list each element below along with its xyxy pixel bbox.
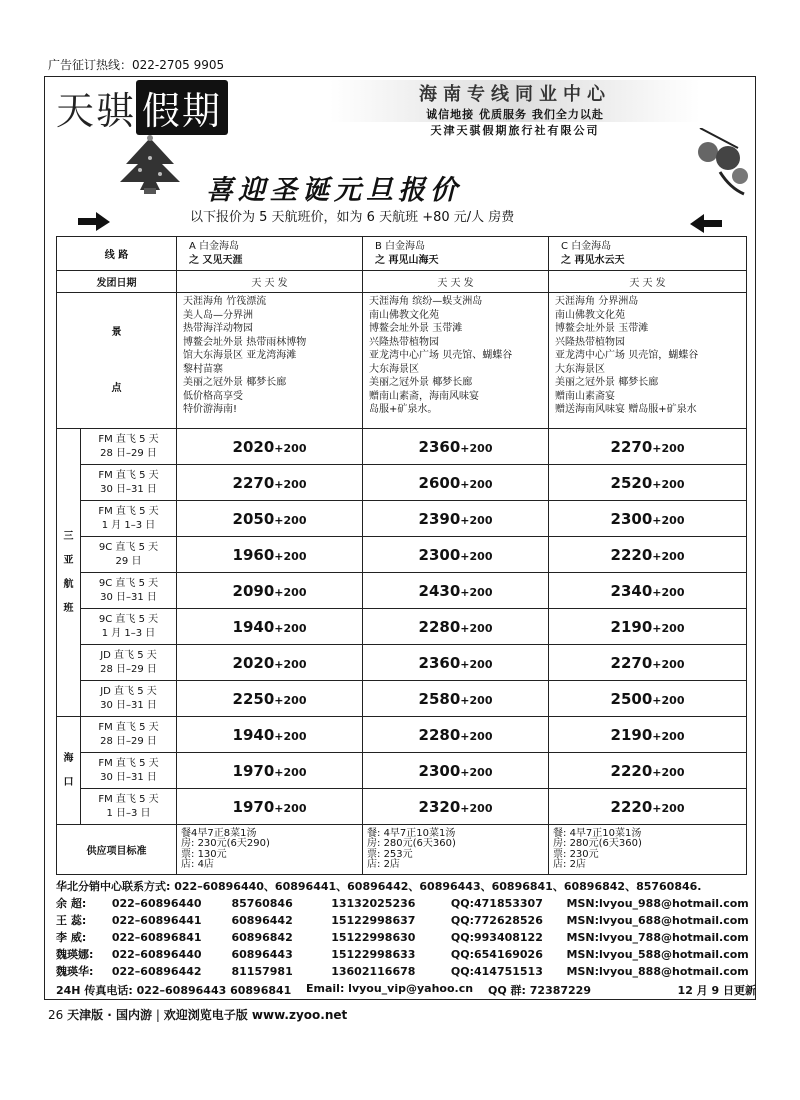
price-suffix: +200 [652, 765, 685, 779]
price-value: 2270 [610, 653, 653, 672]
route-name: 之 再见水云天 [561, 254, 625, 266]
arrow-right-icon [76, 210, 112, 236]
lanterns-icon [690, 128, 750, 202]
flight-dates: 30 日–31 日 [100, 591, 157, 603]
price-cell [177, 789, 363, 825]
banner-title: 海南专线同业中心 [419, 84, 611, 105]
flight-dates: 1 日–3 日 [106, 807, 151, 819]
route-c [549, 237, 747, 271]
flight-dates: 28 日–29 日 [100, 663, 157, 675]
price-cell [363, 717, 549, 753]
route-name: 之 又见天涯 [189, 254, 243, 266]
price-cell [363, 789, 549, 825]
price-value: 1940 [232, 617, 275, 636]
price-table [56, 236, 747, 875]
price-value: 2300 [418, 545, 461, 564]
update-date: 12 月 9 日更新 [677, 984, 756, 997]
qq-group: QQ 群: 72387229 [488, 984, 591, 997]
price-cell [177, 717, 363, 753]
flight-name: JD 直飞 5 天 [100, 649, 157, 661]
price-suffix: +200 [652, 801, 685, 815]
price-cell [363, 465, 549, 501]
contact-mobile: 13602116678 [331, 965, 416, 978]
footer-divider: | [155, 1008, 160, 1022]
price-cell [549, 465, 747, 501]
flight-cell [81, 717, 177, 753]
price-value: 1960 [232, 545, 275, 564]
price-cell [549, 681, 747, 717]
price-suffix: +200 [274, 477, 307, 491]
contact-msn: MSN:lvyou_688@hotmail.com [566, 914, 749, 927]
price-suffix: +200 [652, 513, 685, 527]
price-suffix: +200 [652, 549, 685, 563]
flight-dates: 1 月 1–3 日 [101, 519, 156, 531]
table-row [57, 645, 747, 681]
contact-row [56, 912, 756, 929]
route-name: 之 再见山海天 [375, 254, 439, 266]
price-value: 2220 [610, 797, 653, 816]
table-row [57, 429, 747, 465]
contact-mobile: 15122998637 [331, 914, 416, 927]
supply-row [57, 825, 747, 875]
price-value: 2500 [610, 689, 653, 708]
price-value: 2360 [418, 653, 461, 672]
contact-tel: 022–60896440 [111, 948, 202, 961]
flight-dates: 28 日–29 日 [100, 735, 157, 747]
price-suffix: +200 [274, 693, 307, 707]
contact-msn: MSN:lvyou_588@hotmail.com [566, 948, 749, 961]
supply-b: 餐: 4早7正10菜1汤 房: 280元(6天360) 票: 253元 店: 2店 [363, 825, 549, 875]
arrow-left-icon [688, 212, 724, 238]
contact-tel: 022–60896442 [111, 965, 202, 978]
contact-name: 王 蕊: [56, 914, 87, 927]
price-cell [177, 501, 363, 537]
route-b [363, 237, 549, 271]
flight-cell [81, 645, 177, 681]
logo-part-2: 假期 [136, 80, 228, 135]
email-link[interactable]: Email: lvyou_vip@yahoo.cn [306, 982, 474, 995]
price-value: 2190 [610, 725, 653, 744]
flight-cell [81, 681, 177, 717]
price-suffix: +200 [274, 585, 307, 599]
contact-row [56, 929, 756, 946]
page-footer [48, 1006, 347, 1023]
price-cell [177, 609, 363, 645]
price-value: 2320 [418, 797, 461, 816]
price-suffix: +200 [652, 477, 685, 491]
price-note: 以下报价为 5 天航班价，如为 6 天航班 +80 元/人 房费 [190, 210, 515, 225]
price-value: 2270 [232, 473, 275, 492]
flight-dates: 30 日–31 日 [100, 771, 157, 783]
price-value: 2430 [418, 581, 461, 600]
fax-line [56, 982, 756, 998]
departure-row [57, 271, 747, 293]
price-suffix: +200 [460, 441, 493, 455]
contact-row [56, 895, 756, 912]
christmas-tree-icon [110, 134, 190, 200]
contact-section [56, 878, 756, 980]
price-cell [549, 609, 747, 645]
contact-row [56, 946, 756, 963]
flight-name: JD 直飞 5 天 [100, 685, 157, 697]
price-suffix: +200 [460, 657, 493, 671]
price-suffix: +200 [274, 549, 307, 563]
price-cell [177, 537, 363, 573]
sights-c: 天涯海角 分界洲岛 南山佛教文化苑 博鳌会址外景 玉带滩 兴隆热带植物园 亚龙湾中心广场 贝壳馆，蝴蝶谷 大东海景区 美丽之冠外景 椰梦长廊 赠南山素斋宴 赠送海南风味宴 赠岛服+矿泉水 [549, 293, 747, 429]
table-row [57, 537, 747, 573]
price-value: 1970 [232, 797, 275, 816]
contact-tel: 022–60896441 [111, 914, 202, 927]
price-value: 2020 [232, 653, 275, 672]
price-suffix: +200 [460, 729, 493, 743]
price-value: 2280 [418, 725, 461, 744]
region-haikou: 海 口 [57, 717, 81, 825]
price-cell [549, 717, 747, 753]
table-row [57, 753, 747, 789]
flight-name: FM 直飞 5 天 [98, 721, 159, 733]
contact-row [56, 963, 756, 980]
price-cell [177, 645, 363, 681]
contact-qq: QQ:414751513 [450, 965, 543, 978]
price-suffix: +200 [460, 693, 493, 707]
price-suffix: +200 [274, 801, 307, 815]
price-cell [363, 573, 549, 609]
route-code: A 白金海岛 [189, 240, 240, 252]
price-value: 2520 [610, 473, 653, 492]
price-cell [177, 573, 363, 609]
flight-dates: 1 月 1–3 日 [101, 627, 156, 639]
sights-b: 天涯海角 缤纷—蜈支洲岛 南山佛教文化苑 博鳌会址外景 玉带滩 兴隆热带植物园 亚龙湾中心广场 贝壳馆、蝴蝶谷 大东海景区 美丽之冠外景 椰梦长廊 赠南山素斋，海南风味宴 岛服+矿泉水。 [363, 293, 549, 429]
flight-name: FM 直飞 5 天 [98, 469, 159, 481]
header-banner [330, 80, 700, 137]
route-code: B 白金海岛 [375, 240, 426, 252]
banner-company: 天津天骐假期旅行社有限公司 [430, 124, 600, 137]
price-cell [363, 645, 549, 681]
price-cell [549, 537, 747, 573]
contact-name: 魏瑛华: [56, 965, 94, 978]
supply-c: 餐: 4早7正10菜1汤 房: 280元(6天360) 票: 230元 店: 2店 [549, 825, 747, 875]
price-value: 2250 [232, 689, 275, 708]
flight-dates: 28 日–29 日 [100, 447, 157, 459]
contact-qq: QQ:772628526 [450, 914, 543, 927]
contact-qq: QQ:993408122 [450, 931, 543, 944]
price-value: 2300 [610, 509, 653, 528]
contact-tel: 022–60896440 [111, 897, 202, 910]
flight-cell [81, 465, 177, 501]
table-row [57, 789, 747, 825]
flight-cell [81, 429, 177, 465]
sights-label [57, 293, 177, 429]
edition-label: 天津版 · 国内游 [67, 1008, 153, 1022]
flight-name: FM 直飞 5 天 [98, 757, 159, 769]
departure-a: 天 天 发 [177, 271, 363, 293]
price-cell [363, 537, 549, 573]
flight-name: FM 直飞 5 天 [98, 433, 159, 445]
flight-name: 9C 直飞 5 天 [98, 577, 159, 589]
flight-cell [81, 573, 177, 609]
price-suffix: +200 [274, 621, 307, 635]
flight-cell [81, 789, 177, 825]
contact-tel2: 85760846 [231, 897, 293, 910]
contact-mobile: 15122998630 [331, 931, 416, 944]
price-value: 2580 [418, 689, 461, 708]
price-value: 2050 [232, 509, 275, 528]
logo-part-1: 天骐 [56, 89, 137, 133]
contact-msn: MSN:lvyou_888@hotmail.com [566, 965, 749, 978]
flight-cell [81, 753, 177, 789]
table-row [57, 573, 747, 609]
contact-mobile: 13132025236 [331, 897, 416, 910]
table-row [57, 609, 747, 645]
price-cell [177, 681, 363, 717]
contact-mobile: 15122998633 [331, 948, 416, 961]
route-code: C 白金海岛 [561, 240, 612, 252]
contact-tel2: 60896443 [231, 948, 293, 961]
price-value: 1970 [232, 761, 275, 780]
sights-label-1: 景 [111, 326, 122, 338]
price-suffix: +200 [652, 693, 685, 707]
price-suffix: +200 [652, 621, 685, 635]
table-row [57, 717, 747, 753]
supply-label: 供应项目标准 [57, 825, 177, 875]
contact-name: 李 威: [56, 931, 87, 944]
price-cell [549, 753, 747, 789]
price-value: 1940 [232, 725, 275, 744]
flight-dates: 30 日–31 日 [100, 699, 157, 711]
site-link[interactable]: 欢迎浏览电子版 www.zyoo.net [163, 1008, 348, 1022]
route-header-row [57, 237, 747, 271]
price-suffix: +200 [274, 765, 307, 779]
flight-name: FM 直飞 5 天 [98, 793, 159, 805]
contact-name: 魏瑛娜: [56, 948, 94, 961]
price-value: 2020 [232, 437, 275, 456]
sights-a: 天涯海角 竹筏漂流 美人岛—分界洲 热带海洋动物园 博鳌会址外景 热带雨林博物 馆大东海景区 亚龙湾海滩 黎村苗寨 美丽之冠外景 椰梦长廊 低价格高享受 特价游海南! [177, 293, 363, 429]
contact-name: 余 超: [56, 897, 87, 910]
price-cell [363, 753, 549, 789]
flight-dates: 30 日–31 日 [100, 483, 157, 495]
price-suffix: +200 [460, 621, 493, 635]
price-value: 2270 [610, 437, 653, 456]
departure-b: 天 天 发 [363, 271, 549, 293]
price-suffix: +200 [460, 585, 493, 599]
price-value: 2190 [610, 617, 653, 636]
banner-slogan: 诚信地接 优质服务 我们全力以赴 [426, 108, 604, 121]
route-label: 线 路 [57, 237, 177, 271]
price-suffix: +200 [652, 657, 685, 671]
price-value: 2220 [610, 545, 653, 564]
sights-row [57, 293, 747, 429]
table-row [57, 465, 747, 501]
price-suffix: +200 [460, 549, 493, 563]
price-suffix: +200 [274, 513, 307, 527]
flight-cell [81, 501, 177, 537]
sights-label-2: 点 [111, 382, 122, 394]
price-cell [549, 573, 747, 609]
price-value: 2360 [418, 437, 461, 456]
price-suffix: +200 [274, 657, 307, 671]
table-row [57, 681, 747, 717]
price-cell [549, 501, 747, 537]
flight-name: FM 直飞 5 天 [98, 505, 159, 517]
contact-center: 华北分销中心联系方式: 022–60896440、60896441、60896442、60896443、60896841、60896842、85760846. [56, 880, 702, 893]
price-suffix: +200 [652, 441, 685, 455]
price-cell [549, 789, 747, 825]
price-cell [177, 429, 363, 465]
region-sanya: 三 亚 航 班 [57, 429, 81, 717]
price-value: 2300 [418, 761, 461, 780]
price-suffix: +200 [274, 729, 307, 743]
price-value: 2390 [418, 509, 461, 528]
fax-number: 24H 传真电话: 022–60896443 60896841 [56, 984, 292, 997]
price-cell [177, 465, 363, 501]
price-suffix: +200 [460, 477, 493, 491]
price-suffix: +200 [652, 729, 685, 743]
price-cell [549, 429, 747, 465]
price-value: 2340 [610, 581, 653, 600]
price-suffix: +200 [274, 441, 307, 455]
contact-qq: QQ:471853307 [450, 897, 543, 910]
price-value: 2090 [232, 581, 275, 600]
flight-name: 9C 直飞 5 天 [98, 613, 159, 625]
price-suffix: +200 [460, 765, 493, 779]
route-a [177, 237, 363, 271]
contact-tel2: 60896442 [231, 914, 293, 927]
price-suffix: +200 [652, 585, 685, 599]
contact-qq: QQ:654169026 [450, 948, 543, 961]
contact-msn: MSN:lvyou_988@hotmail.com [566, 897, 749, 910]
price-cell [177, 753, 363, 789]
flight-cell [81, 609, 177, 645]
price-value: 2280 [418, 617, 461, 636]
price-cell [363, 609, 549, 645]
contact-tel: 022–60896841 [111, 931, 202, 944]
price-cell [549, 645, 747, 681]
price-value: 2600 [418, 473, 461, 492]
departure-c: 天 天 发 [549, 271, 747, 293]
flight-dates: 29 日 [115, 555, 142, 567]
price-cell [363, 429, 549, 465]
departure-label: 发团日期 [57, 271, 177, 293]
agency-logo [56, 80, 228, 135]
ad-hotline: 广告征订热线：022-2705 9905 [48, 58, 225, 72]
supply-a: 餐4早7正8菜1汤 房: 230元(6天290) 票: 130元 店: 4店 [177, 825, 363, 875]
contact-tel2: 60896842 [231, 931, 293, 944]
page-headline: 喜迎圣诞元旦报价 [206, 175, 462, 206]
price-suffix: +200 [460, 513, 493, 527]
price-value: 2220 [610, 761, 653, 780]
price-cell [363, 501, 549, 537]
price-cell [363, 681, 549, 717]
table-row [57, 501, 747, 537]
flight-name: 9C 直飞 5 天 [98, 541, 159, 553]
price-suffix: +200 [460, 801, 493, 815]
flight-cell [81, 537, 177, 573]
contact-msn: MSN:lvyou_788@hotmail.com [566, 931, 749, 944]
contact-tel2: 81157981 [231, 965, 293, 978]
page-number: 26 [48, 1008, 64, 1022]
